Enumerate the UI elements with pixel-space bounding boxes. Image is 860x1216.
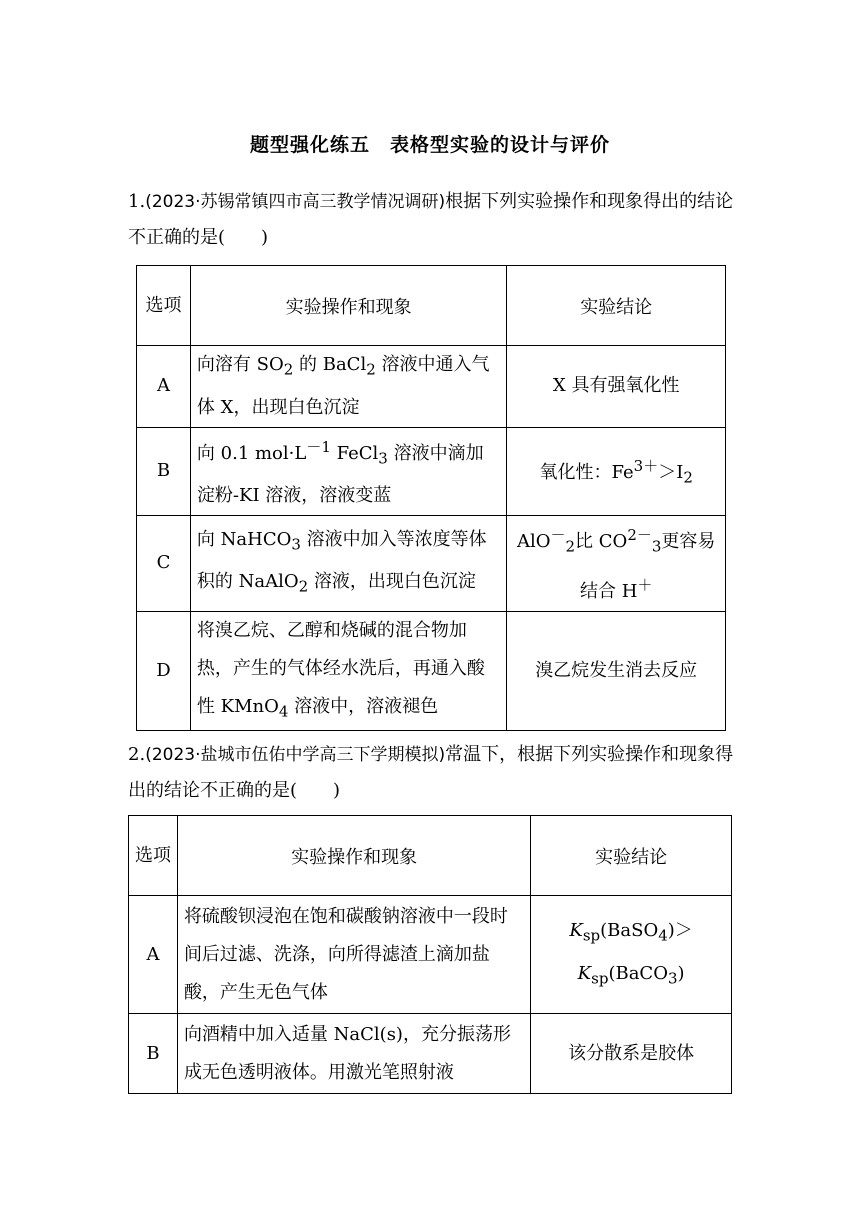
- header-option: 选项: [137, 266, 191, 346]
- conclusion-cell: 氧化性：$Fe^{3+}>I_2$: [507, 427, 726, 516]
- option-label: A: [129, 896, 178, 1014]
- question-source: (2023·盐城市伍佑中学高三下学期模拟): [145, 745, 446, 765]
- table-row: [137, 346, 726, 428]
- question-text: 常温下，根据下列实验操作和现象得出的结论不正确的是( ): [128, 744, 734, 801]
- operation-cell: 向 0.1 $mol\cdot L^{-1}$ FeCl$_3$ 溶液中滴加淀粉-KI 溶液，溶液变蓝: [190, 427, 506, 516]
- conclusion-cell: AlO－$_2$比 $CO^{2-}_3$更容易结合 H＋: [507, 516, 726, 612]
- table-header-row: [137, 266, 726, 346]
- conclusion-cell: $K_{sp}(BaSO_4)>$ $K_{sp}(BaCO_3)$: [531, 896, 732, 1014]
- table-row: [137, 516, 726, 612]
- operation-cell: 将溴乙烷、乙醇和烧碱的混合物加热，产生的气体经水洗后，再通入酸性 KMnO$_4$ 溶液中，溶液褪色: [190, 611, 506, 731]
- option-label: C: [137, 516, 191, 612]
- operation-cell: 向 NaHCO$_3$ 溶液中加入等浓度等体积的 NaAlO$_2$ 溶液，出现白色沉淀: [190, 516, 506, 612]
- header-operation: 实验操作和现象: [190, 266, 506, 346]
- table-row: [129, 896, 732, 1014]
- option-label: B: [129, 1014, 178, 1094]
- operation-cell: 将硫酸钡浸泡在饱和碳酸钠溶液中一段时间后过滤、洗涤，向所得滤渣上滴加盐酸，产生无色气体: [177, 896, 530, 1014]
- operation-cell: 向溶有 $SO_2$ 的 BaCl$_2$ 溶液中通入气体 X，出现白色沉淀: [190, 346, 506, 428]
- option-label: B: [137, 427, 191, 516]
- question-source: (2023·苏锡常镇四市高三教学情况调研): [145, 192, 446, 212]
- option-label: D: [137, 611, 191, 731]
- question-2-stem: [128, 737, 738, 809]
- question-2-table: [128, 815, 732, 1094]
- header-conclusion: 实验结论: [507, 266, 726, 346]
- conclusion-cell: 该分散系是胶体: [531, 1014, 732, 1094]
- page-title: 题型强化练五 表格型实验的设计与评价: [249, 134, 610, 156]
- header-option: 选项: [129, 816, 178, 896]
- table-row: [137, 427, 726, 516]
- option-label: A: [137, 346, 191, 428]
- table-header-row: [129, 816, 732, 896]
- conclusion-cell: 溴乙烷发生消去反应: [507, 611, 726, 731]
- conclusion-cell: X 具有强氧化性: [507, 346, 726, 428]
- question-text: 根据下列实验操作和现象得出的结论不正确的是( ): [128, 191, 734, 248]
- header-operation: 实验操作和现象: [177, 816, 530, 896]
- question-number: 2.: [128, 744, 146, 765]
- question-1-stem: [128, 184, 738, 256]
- table-row: [129, 1014, 732, 1094]
- table-row: [137, 611, 726, 731]
- operation-cell: 向酒精中加入适量 NaCl(s)，充分振荡形成无色透明液体。用激光笔照射液: [177, 1014, 530, 1094]
- question-1-table: [136, 265, 726, 731]
- question-number: 1.: [128, 191, 146, 212]
- header-conclusion: 实验结论: [531, 816, 732, 896]
